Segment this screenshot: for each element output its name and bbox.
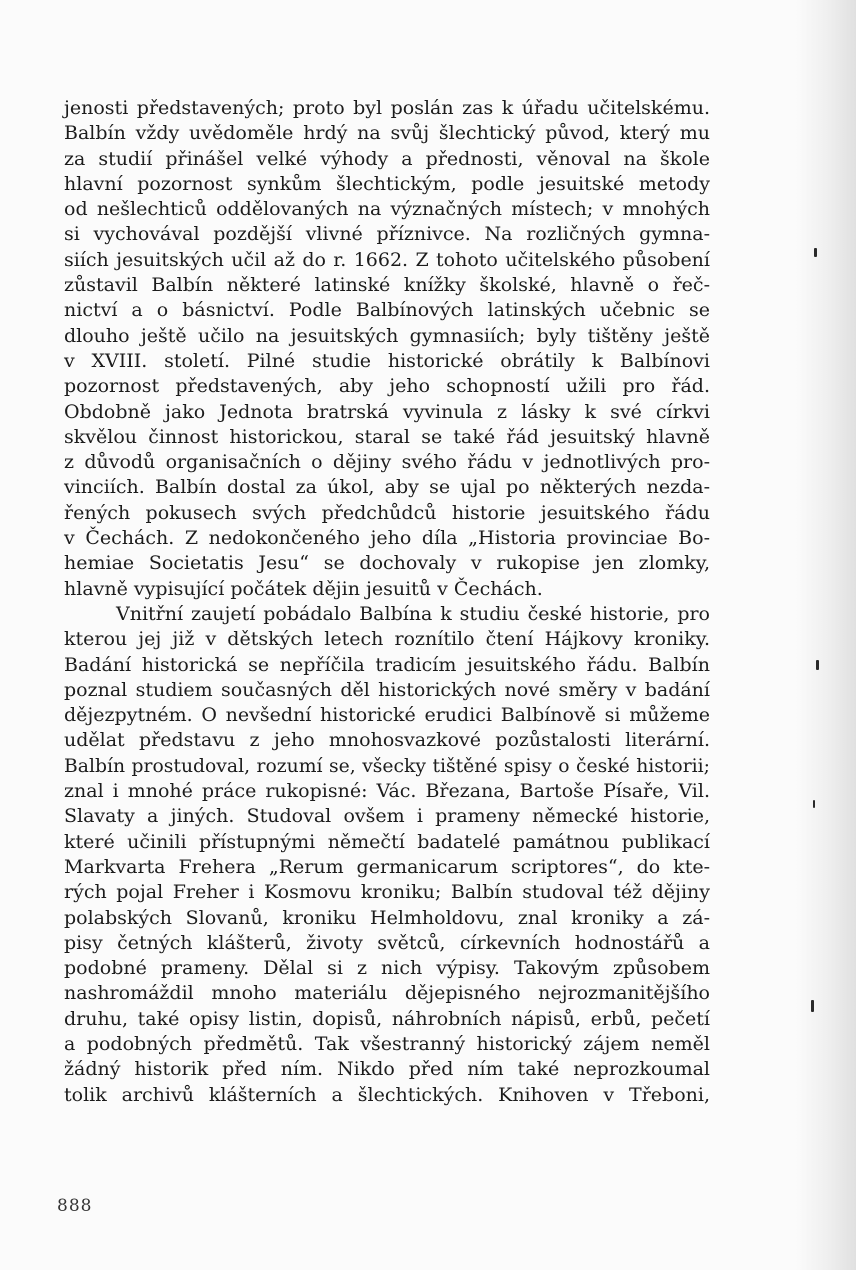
text-line: zůstavil Balbín některé latinské knížky školské, hlavně o řeč- [64,274,710,297]
margin-mark [814,248,817,257]
text-line: žádný historik před ním. Nikdo před ním také neprozkoumal [64,1058,710,1081]
text-line: hlavní pozornost synkům šlechtickým, podle jesuitské metody [64,172,710,195]
text-line: tolik archivů klášterních a šlechtických. Knihoven v Třeboni, [64,1083,710,1106]
text-line: druhu, také opisy listin, dopisů, náhrobních nápisů, erbů, pečetí [64,1007,710,1030]
text-line: a podobných předmětů. Tak všestranný historický zájem neměl [64,1032,710,1055]
text-line: za studií přinášel velké výhody a přednosti, věnoval na škole [64,147,710,170]
text-line: jenosti představených; proto byl poslán zas k úřadu učitelskému. [64,97,710,119]
text-line: dějezpytném. O nevšední historické erudici Balbínově si můžeme [64,704,710,727]
text-line: které učinili přístupnými němečtí badatelé památnou publikací [64,830,710,853]
margin-mark [816,660,819,670]
text-line: siích jesuitských učil až do r. 1662. Z tohoto učitelského působení [64,248,710,271]
margin-mark [811,1000,814,1012]
text-line: rých pojal Freher i Kosmovu kroniku; Balbín studoval též dějiny [64,881,710,904]
page-number: 888 [57,1196,93,1216]
text-line: znal i mnohé práce rukopisné: Vác. Březana, Bartoše Písaře, Vil. [64,780,710,803]
text-line: Balbín vždy uvědoměle hrdý na svůj šlechtický původ, který mu [64,122,710,145]
text-line: kterou jej již v dětských letech roznítilo čtení Hájkovy kroniky. [64,628,710,651]
text-line: Obdobně jako Jednota bratrská vyvinula z lásky k své církvi [64,400,710,423]
text-line: podobné prameny. Dělal si z nich výpisy. Takovým způsobem [64,957,710,980]
text-line: pozornost představených, aby jeho schopností užili pro řád. [64,375,710,398]
text-line: od nešlechticů oddělovaných na význačných místech; v mnohých [64,198,710,221]
text-line: vinciích. Balbín dostal za úkol, aby se ujal po některých nezda- [64,476,710,499]
paragraph-end-line: hlavně vypisující počátek dějin jesuitů v Čechách. [64,577,543,600]
text-line: Balbín prostudoval, rozumí se, všecky tištěné spisy o české historii; [64,755,710,777]
text-line: poznal studiem současných děl historických nové směry v badání [64,678,710,701]
page-edge-shadow [796,0,856,1270]
text-line: Slavaty a jiných. Studoval ovšem i prameny německé historie, [64,805,710,828]
text-line: dlouho ještě učilo na jesuitských gymnasiích; byly tištěny ještě [64,324,710,347]
text-line: Markvarta Frehera „Rerum germanicarum scriptores“, do kte- [64,855,710,878]
text-line: si vychovával pozdější vlivné příznivce. Na rozličných gymna- [64,223,710,246]
text-line: skvělou činnost historickou, staral se také řád jesuitský hlavně [64,425,710,448]
text-line: řených pokusech svých předchůdců historie jesuitského řádu [64,501,710,524]
text-line: Badání historická se nepříčila tradicím jesuitského řádu. Balbín [64,653,710,676]
text-line: nashromáždil mnoho materiálu dějepisného nejrozmanitějšího [64,982,710,1005]
text-line: polabských Slovanů, kroniku Helmholdovu, znal kroniky a zá- [64,906,710,929]
text-line: pisy četných klášterů, životy světců, církevních hodnostářů a [64,931,710,954]
text-line: udělat představu z jeho mnohosvazkové pozůstalosti literární. [64,729,710,752]
body-text [64,96,710,1108]
text-line: nictví a o básnictví. Podle Balbínových latinských učebnic se [64,299,710,322]
text-line: z důvodů organisačních o dějiny svého řádu v jednotlivých pro- [64,451,710,474]
text-line: v Čechách. Z nedokončeného jeho díla „Historia provinciae Bo- [64,527,710,550]
paragraph-start-line: Vnitřní zaujetí pobádalo Balbína k studiu české historie, pro [116,602,710,625]
margin-mark [813,800,815,808]
text-line: hemiae Societatis Jesu“ se dochovaly v rukopise jen zlomky, [64,552,710,575]
text-line: v XVIII. století. Pilné studie historické obrátily k Balbínovi [64,349,710,372]
